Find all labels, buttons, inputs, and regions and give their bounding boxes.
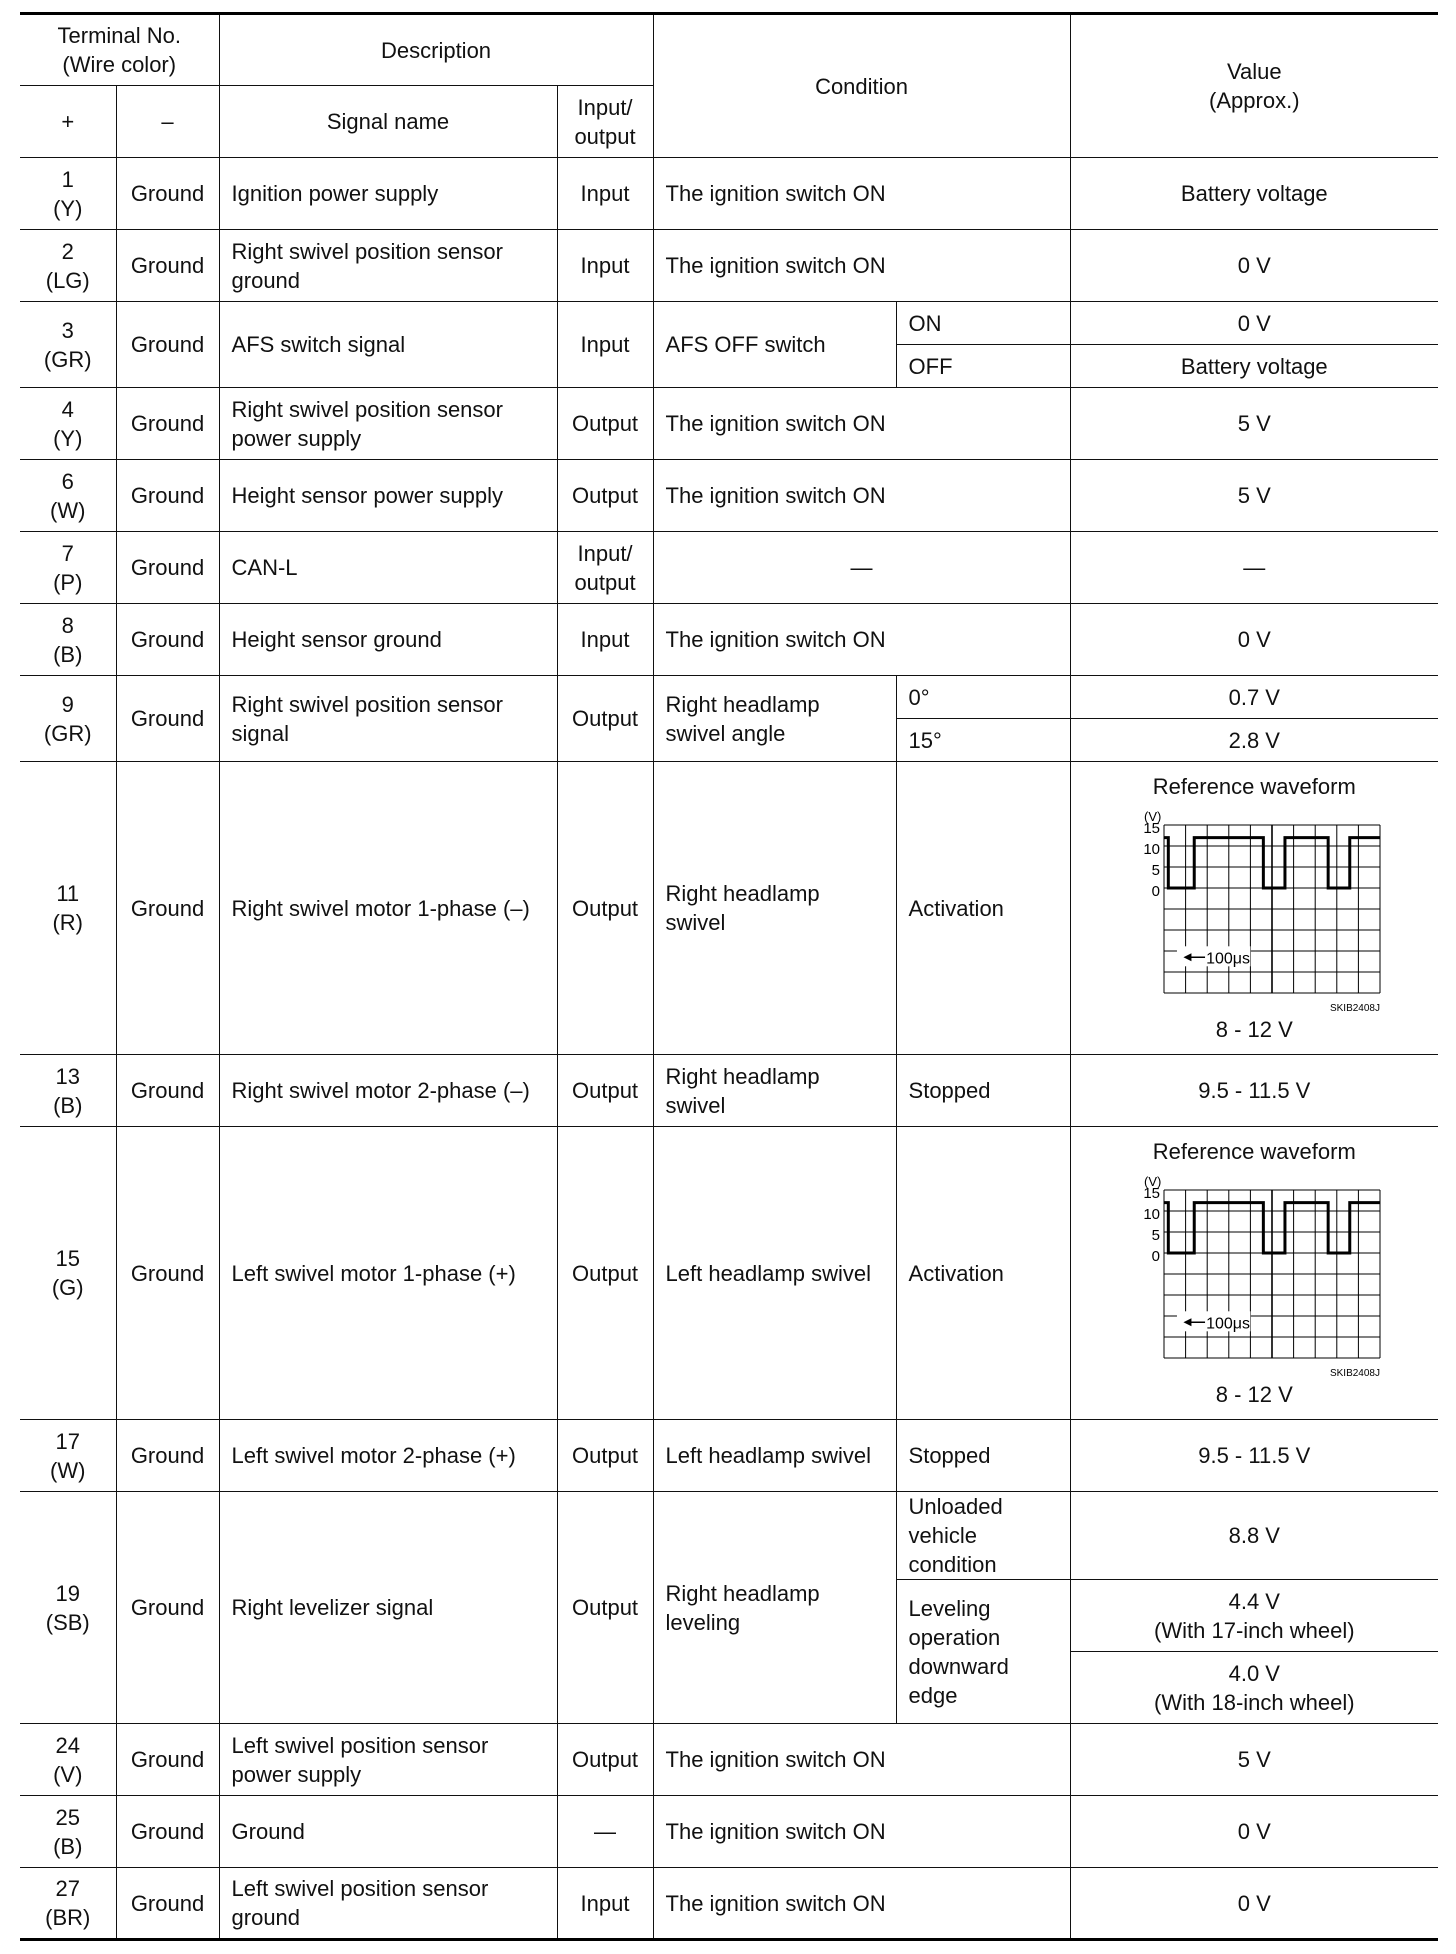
terminal-cell: 11 (R) bbox=[20, 762, 116, 1055]
signal-cell: Height sensor power supply bbox=[219, 460, 557, 532]
value-cell: 0 V bbox=[1070, 230, 1438, 302]
condition-cell: Right headlamp swivel bbox=[653, 762, 896, 1055]
signal-cell: Right swivel motor 2-phase (–) bbox=[219, 1055, 557, 1127]
table-row bbox=[20, 1055, 1438, 1127]
minus-cell: Ground bbox=[116, 1492, 219, 1724]
header-condition: Condition bbox=[653, 14, 1070, 158]
signal-cell: Right swivel position sensor ground bbox=[219, 230, 557, 302]
condition-cell: Left headlamp swivel bbox=[653, 1420, 896, 1492]
terminal-cell: 19 (SB) bbox=[20, 1492, 116, 1724]
value-cell: 0 V bbox=[1070, 604, 1438, 676]
signal-cell: Right swivel position sensor signal bbox=[219, 676, 557, 762]
terminal-cell: 15 (G) bbox=[20, 1127, 116, 1420]
sub-condition-cell: Unloaded vehicle condition bbox=[896, 1492, 1070, 1580]
value-cell: Battery voltage bbox=[1070, 158, 1438, 230]
figure-code: SKIB2408J bbox=[1330, 1003, 1381, 1014]
terminal-cell: 1 (Y) bbox=[20, 158, 116, 230]
figure-code: SKIB2408J bbox=[1330, 1368, 1381, 1379]
table-row bbox=[20, 230, 1438, 302]
io-cell: Input bbox=[557, 302, 653, 388]
sub-condition-cell: Leveling operation downward edge bbox=[896, 1580, 1070, 1724]
condition-cell: The ignition switch ON bbox=[653, 388, 1070, 460]
axis-tick-label: 5 bbox=[1151, 1227, 1161, 1244]
value-cell: 5 V bbox=[1070, 388, 1438, 460]
condition-cell: Right headlamp swivel angle bbox=[653, 676, 896, 762]
sub-condition-cell: OFF bbox=[896, 345, 1070, 388]
io-cell: Output bbox=[557, 676, 653, 762]
axis-unit-label: (V) bbox=[1144, 809, 1162, 824]
header-description: Description bbox=[219, 14, 653, 86]
terminal-cell: 3 (GR) bbox=[20, 302, 116, 388]
terminal-cell: 8 (B) bbox=[20, 604, 116, 676]
condition-cell: The ignition switch ON bbox=[653, 1868, 1070, 1940]
minus-cell: Ground bbox=[116, 158, 219, 230]
terminal-cell: 7 (P) bbox=[20, 532, 116, 604]
table-row bbox=[20, 1127, 1438, 1420]
minus-cell: Ground bbox=[116, 1796, 219, 1868]
signal-cell: Right swivel position sensor power supply bbox=[219, 388, 557, 460]
condition-cell: The ignition switch ON bbox=[653, 1796, 1070, 1868]
value-cell: 0 V bbox=[1070, 302, 1438, 345]
value-cell: 5 V bbox=[1070, 1724, 1438, 1796]
waveform-value: 8 - 12 V bbox=[1215, 1382, 1293, 1407]
value-cell: 4.0 V (With 18-inch wheel) bbox=[1070, 1652, 1438, 1724]
table-row bbox=[20, 1796, 1438, 1868]
axis-tick-label: 15 bbox=[1143, 1185, 1161, 1202]
condition-cell: The ignition switch ON bbox=[653, 230, 1070, 302]
signal-cell: Ground bbox=[219, 1796, 557, 1868]
sub-condition-cell: ON bbox=[896, 302, 1070, 345]
table-row bbox=[20, 1868, 1438, 1940]
io-cell: Input bbox=[557, 604, 653, 676]
terminal-cell: 6 (W) bbox=[20, 460, 116, 532]
minus-cell: Ground bbox=[116, 604, 219, 676]
minus-cell: Ground bbox=[116, 1127, 219, 1420]
condition-cell: The ignition switch ON bbox=[653, 1724, 1070, 1796]
terminal-spec-table bbox=[20, 12, 1438, 1941]
table-row bbox=[20, 1492, 1438, 1580]
value-cell: 5 V bbox=[1070, 460, 1438, 532]
condition-cell: AFS OFF switch bbox=[653, 302, 896, 388]
terminal-cell: 27 (BR) bbox=[20, 1868, 116, 1940]
header-terminal: Terminal No. (Wire color) bbox=[20, 14, 219, 86]
condition-cell: The ignition switch ON bbox=[653, 604, 1070, 676]
signal-cell: Left swivel motor 1-phase (+) bbox=[219, 1127, 557, 1420]
value-cell: 0 V bbox=[1070, 1868, 1438, 1940]
table-row bbox=[20, 604, 1438, 676]
sub-condition-cell: Activation bbox=[896, 1127, 1070, 1420]
signal-cell: Height sensor ground bbox=[219, 604, 557, 676]
sub-condition-cell: Stopped bbox=[896, 1420, 1070, 1492]
minus-cell: Ground bbox=[116, 532, 219, 604]
value-cell: 9.5 - 11.5 V bbox=[1070, 1420, 1438, 1492]
sub-condition-cell: Activation bbox=[896, 762, 1070, 1055]
table-row bbox=[20, 676, 1438, 719]
signal-cell: Right levelizer signal bbox=[219, 1492, 557, 1724]
sub-condition-cell: 0° bbox=[896, 676, 1070, 719]
io-cell: Output bbox=[557, 388, 653, 460]
signal-cell: CAN-L bbox=[219, 532, 557, 604]
minus-cell: Ground bbox=[116, 1868, 219, 1940]
io-cell: Output bbox=[557, 1127, 653, 1420]
io-cell: Output bbox=[557, 1420, 653, 1492]
value-cell: 9.5 - 11.5 V bbox=[1070, 1055, 1438, 1127]
value-cell: 4.4 V (With 17-inch wheel) bbox=[1070, 1580, 1438, 1652]
io-cell: Output bbox=[557, 1492, 653, 1724]
axis-tick-label: 0 bbox=[1151, 1248, 1161, 1265]
axis-unit-label: (V) bbox=[1144, 1174, 1162, 1189]
axis-tick-label: 15 bbox=[1143, 820, 1161, 837]
condition-cell: Left headlamp swivel bbox=[653, 1127, 896, 1420]
condition-cell: The ignition switch ON bbox=[653, 158, 1070, 230]
condition-cell: Right headlamp leveling bbox=[653, 1492, 896, 1724]
waveform-value: 8 - 12 V bbox=[1215, 1017, 1293, 1042]
io-cell: Input bbox=[557, 158, 653, 230]
waveform-cell bbox=[1070, 762, 1438, 1055]
minus-cell: Ground bbox=[116, 302, 219, 388]
axis-tick-label: 5 bbox=[1151, 862, 1161, 879]
value-cell: Battery voltage bbox=[1070, 345, 1438, 388]
table-row bbox=[20, 532, 1438, 604]
io-cell: Output bbox=[557, 460, 653, 532]
table-row bbox=[20, 388, 1438, 460]
terminal-cell: 17 (W) bbox=[20, 1420, 116, 1492]
header-signal-name: Signal name bbox=[219, 86, 557, 158]
table-row bbox=[20, 1420, 1438, 1492]
terminal-cell: 2 (LG) bbox=[20, 230, 116, 302]
minus-cell: Ground bbox=[116, 460, 219, 532]
header-value: Value (Approx.) bbox=[1070, 14, 1438, 158]
header-input-output: Input/ output bbox=[557, 86, 653, 158]
sub-condition-cell: Stopped bbox=[896, 1055, 1070, 1127]
time-marker-label: 100μs bbox=[1206, 1315, 1251, 1333]
terminal-cell: 4 (Y) bbox=[20, 388, 116, 460]
minus-cell: Ground bbox=[116, 762, 219, 1055]
axis-tick-label: 0 bbox=[1151, 883, 1161, 900]
waveform-cell bbox=[1070, 1127, 1438, 1420]
minus-cell: Ground bbox=[116, 1420, 219, 1492]
signal-cell: AFS switch signal bbox=[219, 302, 557, 388]
axis-tick-label: 10 bbox=[1143, 1206, 1161, 1223]
minus-cell: Ground bbox=[116, 230, 219, 302]
value-cell: 0 V bbox=[1070, 1796, 1438, 1868]
reference-waveform-graph bbox=[1124, 1170, 1384, 1380]
table-row bbox=[20, 302, 1438, 345]
terminal-cell: 13 (B) bbox=[20, 1055, 116, 1127]
minus-cell: Ground bbox=[116, 676, 219, 762]
value-cell: 8.8 V bbox=[1070, 1492, 1438, 1580]
waveform-title: Reference waveform bbox=[1152, 1139, 1356, 1164]
terminal-cell: 9 (GR) bbox=[20, 676, 116, 762]
io-cell: Input bbox=[557, 1868, 653, 1940]
condition-cell: — bbox=[653, 532, 1070, 604]
io-cell: Input bbox=[557, 230, 653, 302]
sub-condition-cell: 15° bbox=[896, 719, 1070, 762]
time-marker-label: 100μs bbox=[1206, 950, 1251, 968]
minus-cell: Ground bbox=[116, 1055, 219, 1127]
header-plus: + bbox=[20, 86, 116, 158]
io-cell: Output bbox=[557, 1055, 653, 1127]
axis-tick-label: 10 bbox=[1143, 841, 1161, 858]
condition-cell: The ignition switch ON bbox=[653, 460, 1070, 532]
signal-cell: Left swivel motor 2-phase (+) bbox=[219, 1420, 557, 1492]
io-cell: Output bbox=[557, 1724, 653, 1796]
terminal-cell: 24 (V) bbox=[20, 1724, 116, 1796]
value-cell: 2.8 V bbox=[1070, 719, 1438, 762]
signal-cell: Left swivel position sensor power supply bbox=[219, 1724, 557, 1796]
table-row bbox=[20, 1724, 1438, 1796]
terminal-cell: 25 (B) bbox=[20, 1796, 116, 1868]
table-row bbox=[20, 762, 1438, 1055]
header-minus: – bbox=[116, 86, 219, 158]
minus-cell: Ground bbox=[116, 1724, 219, 1796]
signal-cell: Left swivel position sensor ground bbox=[219, 1868, 557, 1940]
value-cell: — bbox=[1070, 532, 1438, 604]
signal-cell: Right swivel motor 1-phase (–) bbox=[219, 762, 557, 1055]
reference-waveform-graph bbox=[1124, 805, 1384, 1015]
table-row bbox=[20, 158, 1438, 230]
minus-cell: Ground bbox=[116, 388, 219, 460]
condition-cell: Right headlamp swivel bbox=[653, 1055, 896, 1127]
table-row bbox=[20, 460, 1438, 532]
io-cell: Output bbox=[557, 762, 653, 1055]
value-cell: 0.7 V bbox=[1070, 676, 1438, 719]
waveform-title: Reference waveform bbox=[1152, 774, 1356, 799]
signal-cell: Ignition power supply bbox=[219, 158, 557, 230]
io-cell: Input/ output bbox=[557, 532, 653, 604]
io-cell: — bbox=[557, 1796, 653, 1868]
